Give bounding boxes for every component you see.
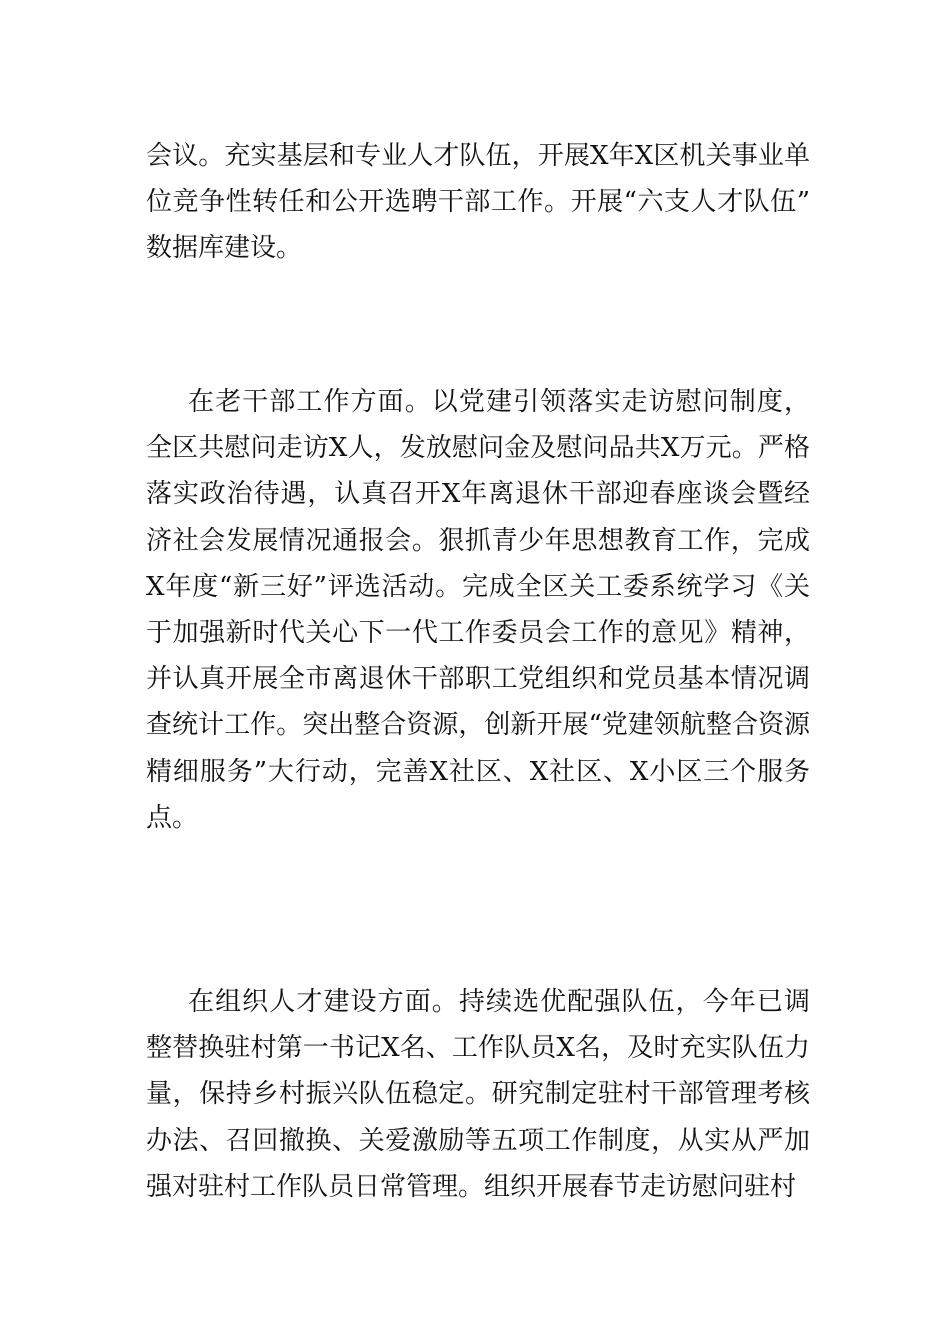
paragraph-veteran-cadre-work: 在老干部工作方面。以党建引领落实走访慰问制度，全区共慰问走访X人，发放慰问金及慰问品共X万元。严格落实政治待遇，认真召开X年离退休干部迎春座谈会暨经济社会发展情况通报会。狠抓青少年思想教育工作，完成X年度“新三好”评选活动。完成全区关工委系统学习《关于加强新时代关心下一代工作委员会工作的意见》精神，并认真开展全市离退休干部职工党组织和党员基本情况调查统计工作。突出整合资源，创新开展“党建领航整合资源精细服务”大行动，完善X社区、X社区、X小区三个服务点。	[146, 387, 810, 833]
paragraph-talent-team-continued: 会议。充实基层和专业人才队伍，开展X年X区机关事业单位竞争性转任和公开选聘干部工作。开展“六支人才队伍”数据库建设。	[146, 141, 810, 264]
paragraph-organization-talent-building: 在组织人才建设方面。持续选优配强队伍，今年已调整替换驻村第一书记X名、工作队员X名，及时充实队伍力量，保持乡村振兴队伍稳定。研究制定驻村干部管理考核办法、召回撤换、关爱激励等五项工作制度，从实从严加强对驻村工作队员日常管理。组织开展春节走访慰问驻村	[146, 987, 810, 1202]
